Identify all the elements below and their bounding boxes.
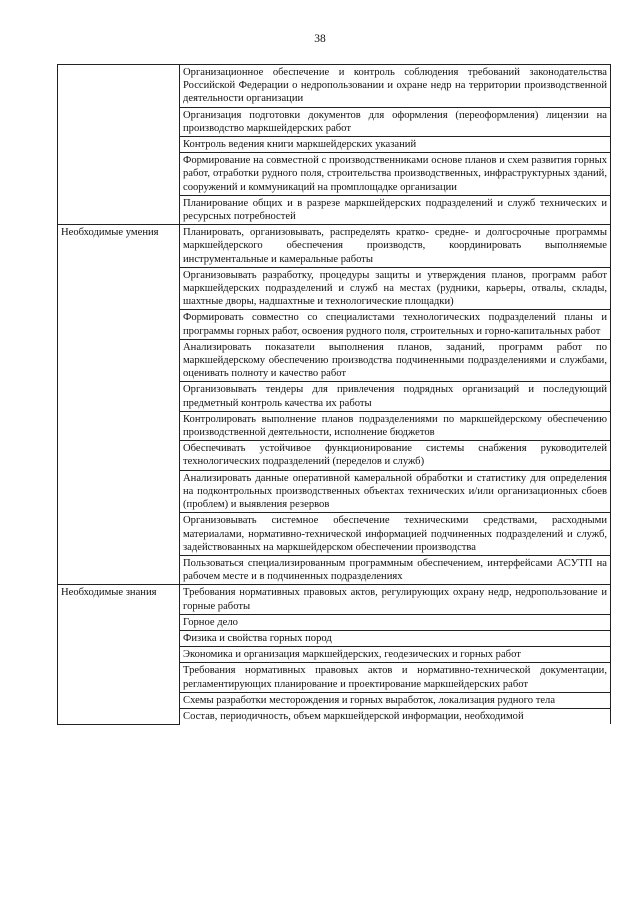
table-cell: Формировать совместно со специалистами технологических подразделений планы и программы горных работ, освоения рудного поля, строительных и горно-капитальных работ bbox=[180, 310, 611, 339]
table-cell: Анализировать показатели выполнения планов, заданий, программ работ по маркшейдерскому обеспечению производства подчиненными подразделениями и службами, оценивать полноту и качество работ bbox=[180, 339, 611, 382]
table-cell: Требования нормативных правовых актов, регулирующих охрану недр, недропользование и горные работы bbox=[180, 585, 611, 614]
table-cell: Контролировать выполнение планов подразделениями по маркшейдерскому обеспечению производственной деятельности, исполнение бюджетов bbox=[180, 411, 611, 440]
table-cell: Пользоваться специализированным программным обеспечением, интерфейсами АСУТП на рабочем месте и в подчиненных подразделениях bbox=[180, 555, 611, 584]
table-row bbox=[58, 65, 611, 108]
table-cell: Горное дело bbox=[180, 614, 611, 630]
table-cell: Организационное обеспечение и контроль соблюдения требований законодательства Российской Федерации о недропользовании и охране недр на территории производственной деятельности организации bbox=[180, 65, 611, 108]
table-cell: Планировать, организовывать, распределять кратко- средне- и долгосрочные программы маркшейдерского обеспечения производств, координировать выполняемые инструментальные и камеральные работы bbox=[180, 225, 611, 268]
section-label bbox=[58, 65, 180, 225]
table-cell: Состав, периодичность, объем маркшейдерской информации, необходимой bbox=[180, 708, 611, 724]
table-cell: Физика и свойства горных пород bbox=[180, 630, 611, 646]
table-cell: Организовывать тендеры для привлечения подрядных организаций и последующий предметный контроль качества их работы bbox=[180, 382, 611, 411]
table-cell: Экономика и организация маркшейдерских, геодезических и горных работ bbox=[180, 647, 611, 663]
competency-table bbox=[57, 64, 611, 725]
table-row bbox=[58, 225, 611, 268]
table-cell: Организовывать разработку, процедуры защиты и утверждения планов, программ работ маркшейдерских подразделений и служб на местах (рудники, карьеры, отвалы, склады, шахтные дворы, надшахтные и технологические площадки) bbox=[180, 267, 611, 310]
table-cell: Формирование на совместной с производственниками основе планов и схем развития горных работ, отработки рудного поля, строительства производственных, инфраструктурных зданий, сооружений и коммуникаций на промплощадке организации bbox=[180, 153, 611, 196]
section-label: Необходимые умения bbox=[58, 225, 180, 585]
table-cell: Организация подготовки документов для оформления (переоформления) лицензии на производство маркшейдерских работ bbox=[180, 107, 611, 136]
page-number: 38 bbox=[314, 33, 326, 45]
table-cell: Организовывать системное обеспечение техническими средствами, расходными материалами, нормативно-технической информацией подчиненных подразделений и служб, задействованных на маркшейдерском обеспечении производства bbox=[180, 513, 611, 556]
table-cell: Анализировать данные оперативной камеральной обработки и статистику для определения на подконтрольных производственных объектах технических и/или организационных сбоев (проблем) и выявления резервов bbox=[180, 470, 611, 513]
section-label: Необходимые знания bbox=[58, 585, 180, 724]
table-cell: Планирование общих и в разрезе маркшейдерских подразделений и служб технических и ресурсных потребностей bbox=[180, 195, 611, 224]
table-row bbox=[58, 585, 611, 614]
table-cell: Контроль ведения книги маркшейдерских указаний bbox=[180, 137, 611, 153]
table-cell: Требования нормативных правовых актов и нормативно-технической документации, регламентирующих планирование и проектирование маркшейдерских работ bbox=[180, 663, 611, 692]
table-cell: Обеспечивать устойчивое функционирование системы снабжения руководителей технологических подразделений (переделов и служб) bbox=[180, 441, 611, 470]
table-cell: Схемы разработки месторождения и горных выработок, локализация рудного тела bbox=[180, 692, 611, 708]
